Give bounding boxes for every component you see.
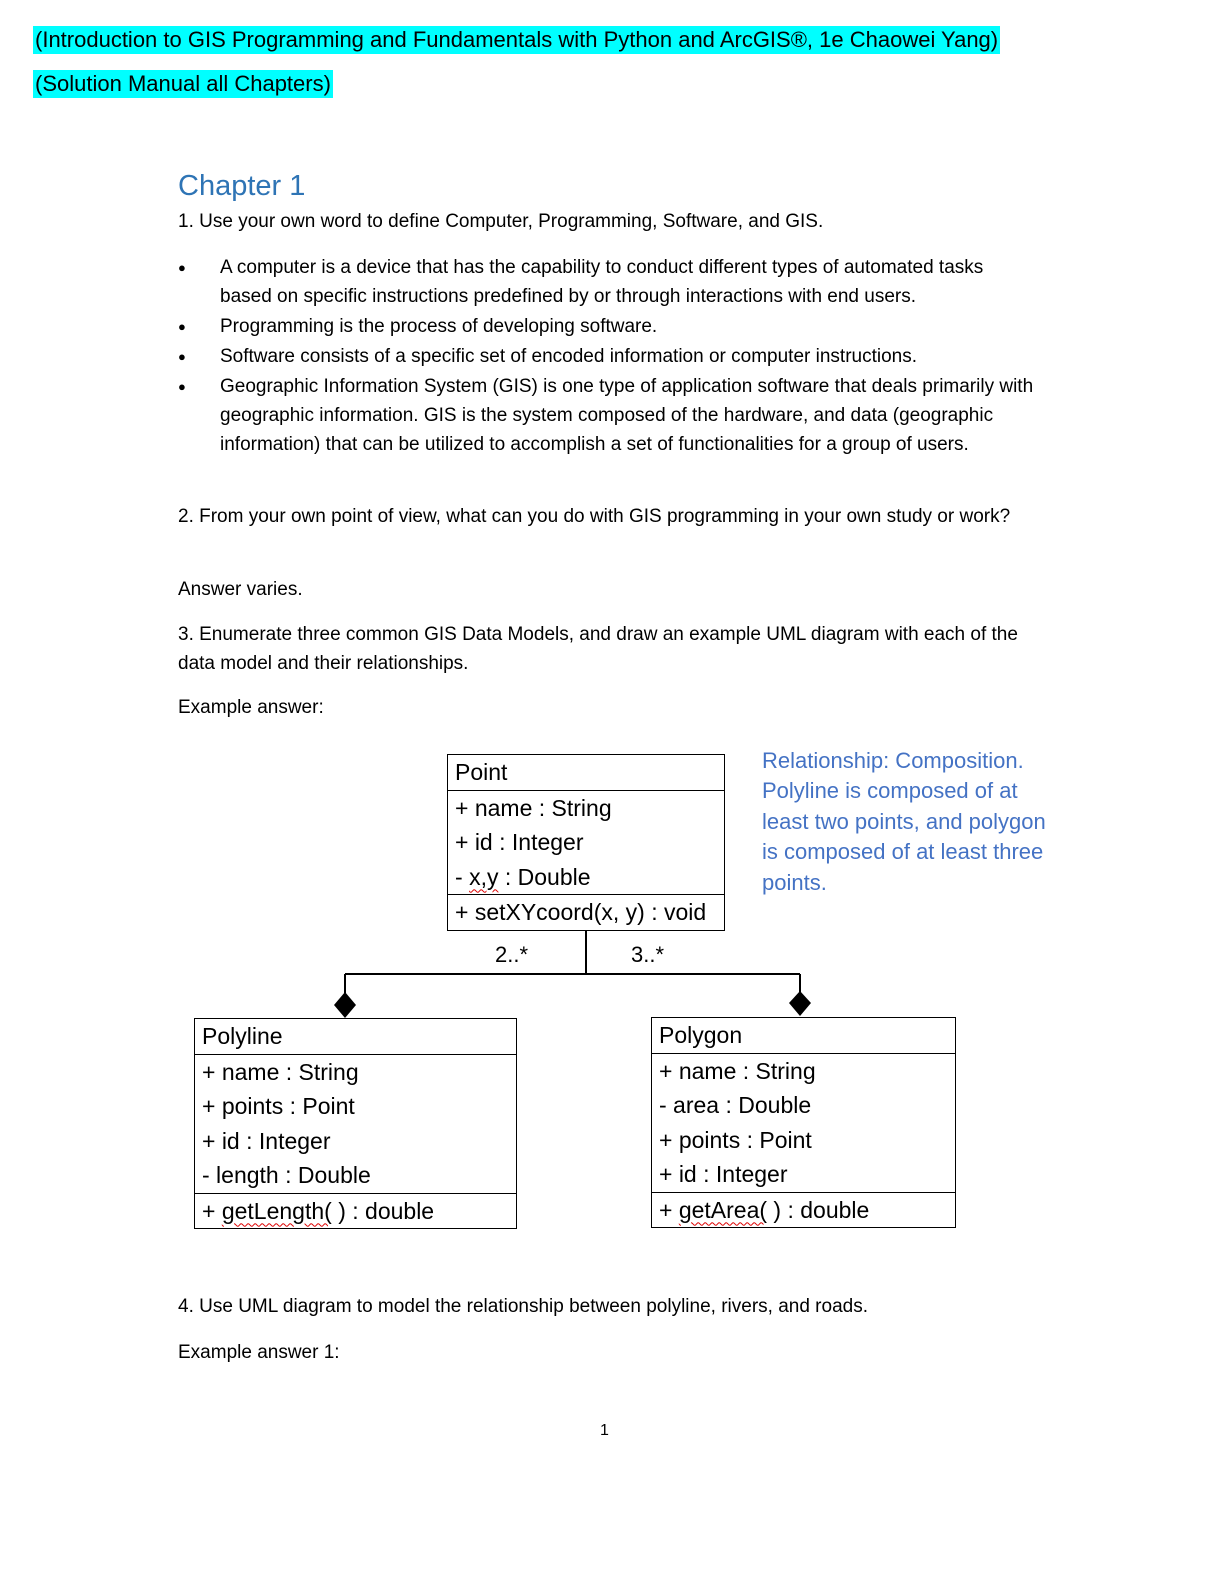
method: + getLength( ) : double [202, 1197, 435, 1224]
question-3: 3. Enumerate three common GIS Data Models, and draw an example UML diagram with each of the data model and their relationships. [178, 624, 1018, 674]
method: + setXYcoord(x, y) : void [455, 899, 707, 925]
answer-2: Answer varies. [178, 579, 303, 600]
banner-subtitle: (Solution Manual all Chapters) [35, 71, 331, 96]
attribute: + name : String [202, 1058, 359, 1085]
list-item: ● Software consists of a specific set of encoded information or computer instructions. [178, 342, 1038, 371]
list-item: ● Geographic Information System (GIS) is one type of application software that deals primarily with geographic information. GIS is the system composed of the hardware, and data (geographic information) that can be utilized to accomplish a set of functionalities for a group of users. [178, 372, 1038, 459]
class-name: Polygon [652, 1018, 955, 1054]
attribute: + id : Integer [455, 829, 584, 855]
method: + getArea( ) : double [659, 1196, 870, 1223]
question-4: 4. Use UML diagram to model the relationship between polyline, rivers, and roads. [178, 1296, 868, 1317]
page-number: 1 [600, 1422, 609, 1439]
attribute: - area : Double [659, 1092, 812, 1118]
class-name: Point [448, 755, 724, 791]
composition-diamond-right [789, 991, 811, 1016]
question-2: 2. From your own point of view, what can you do with GIS programming in your own study or work? [178, 506, 1011, 527]
class-name: Polyline [195, 1019, 516, 1055]
question-1: 1. Use your own word to define Computer, Programming, Software, and GIS. [178, 211, 824, 232]
banner-title: (Introduction to GIS Programming and Fundamentals with Python and ArcGIS®, 1e Chaowei Yang) [35, 27, 999, 52]
attribute: + points : Point [659, 1126, 812, 1153]
multiplicity-left: 2..* [495, 942, 529, 967]
answer-4-label: Example answer 1: [178, 1342, 340, 1363]
attribute: + name : String [455, 794, 612, 821]
list-item: ● A computer is a device that has the capability to conduct different types of automated tasks based on specific instructions predefined by or through interactions with end users. [178, 253, 1038, 311]
uml-class-polyline [194, 1018, 517, 1229]
attribute: + points : Point [202, 1093, 355, 1119]
attribute: - length : Double [195, 1158, 516, 1194]
uml-class-polygon [651, 1017, 956, 1228]
attribute: - x,y : Double [448, 860, 724, 896]
attribute: + name : String [659, 1057, 816, 1084]
relationship-note: Relationship: Composition. Polyline is composed of at least two points, and polygon is composed of at least three points. [762, 748, 1046, 895]
multiplicity-right: 3..* [631, 942, 665, 967]
composition-diamond-left [334, 992, 356, 1018]
list-item: ● Programming is the process of developing software. [178, 312, 1038, 341]
attribute: + id : Integer [202, 1127, 331, 1154]
chapter-heading: Chapter 1 [178, 170, 306, 202]
attribute: + id : Integer [652, 1157, 955, 1193]
uml-class-point [447, 754, 725, 931]
answer-3-label: Example answer: [178, 697, 324, 718]
